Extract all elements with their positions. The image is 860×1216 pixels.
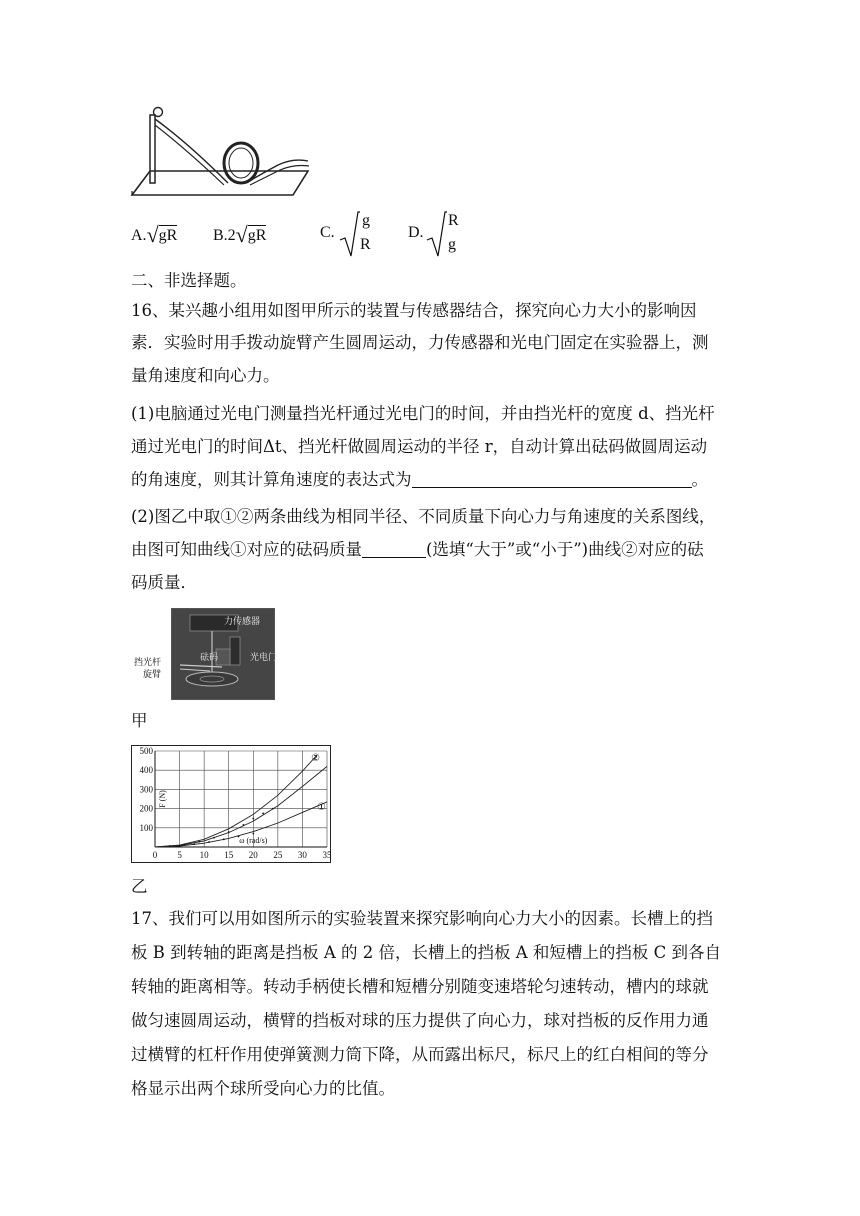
q17-line-5: 过横臂的杠杆作用使弹簧测力筒下降，从而露出标尺，标尺上的红白相间的等分	[131, 1045, 709, 1064]
sqrt-icon: √	[146, 222, 159, 247]
y-axis-label: F (N)	[158, 790, 167, 808]
data-point	[184, 844, 186, 846]
x-tick-label: 10	[199, 850, 209, 860]
data-point	[243, 824, 245, 826]
figure-label-yi: 乙	[131, 877, 148, 896]
choice-d-label: D.	[408, 224, 424, 241]
q17-line-4: 做匀速圆周运动，横臂的挡板对球的压力提供了向心力，球对挡板的反作用力通	[131, 1011, 709, 1030]
x-tick-label: 35	[322, 850, 331, 860]
choice-a-label: A.	[131, 227, 147, 244]
label-arm: 旋臂	[143, 670, 162, 680]
choice-b	[213, 222, 266, 258]
q16-line-9: 码质量．	[131, 573, 197, 592]
series-label: ②	[311, 752, 321, 764]
q16-line-1: 16、某兴趣小组用如图甲所示的装置与传感器结合，探究向心力大小的影响因	[131, 301, 697, 320]
q16-line-6	[131, 469, 708, 491]
q17-line-1: 17、我们可以用如图所示的实验装置来探究影响向心力大小的因素。长槽上的挡	[131, 909, 713, 928]
q16-line-7: (2)图乙中取①②两条曲线为相同半径、不同质量下向心力与角速度的关系图线，	[131, 507, 716, 526]
section-heading: 二、非选择题。	[131, 271, 247, 290]
q17-line-6: 格显示出两个球所受向心力的比值。	[131, 1079, 395, 1098]
data-point	[169, 845, 171, 847]
sqrt-icon	[338, 210, 360, 258]
q16-line-2: 素．实验时用手拨动旋臂产生圆周运动，力传感器和光电门固定在实验器上，测	[131, 333, 709, 352]
choice-a	[131, 222, 177, 258]
choice-c-denominator: R	[360, 236, 371, 253]
label-photogate: 光电门	[250, 653, 278, 663]
y-tick-label: 300	[139, 784, 153, 795]
q16-line-3: 量角速度和向心力。	[131, 366, 280, 385]
label-force-sensor: 力传感器	[224, 617, 261, 627]
x-tick-label: 20	[248, 850, 258, 860]
data-point	[179, 845, 181, 847]
y-tick-label: 200	[139, 803, 153, 814]
choice-b-label: B.2	[213, 227, 236, 244]
x-tick-label: 25	[273, 850, 283, 860]
q16-line-8-text: 由图可知曲线①对应的砝码质量	[131, 540, 362, 559]
x-tick-label: 30	[297, 850, 307, 860]
q17-line-3: 转轴的距离相等。转动手柄使长槽和短槽分别随变速塔轮匀速转动，槽内的球就	[131, 977, 709, 996]
choice-d-numerator: R	[448, 212, 459, 229]
sqrt-icon	[425, 210, 447, 258]
data-point	[262, 813, 264, 815]
q16-line-8-end: (选填“大于”或“小于”)曲线②对应的砝	[426, 540, 704, 559]
data-point	[208, 841, 210, 843]
label-weight: 砝码	[200, 653, 219, 663]
answer-blank-2[interactable]	[362, 541, 426, 558]
y-tick-label: 400	[139, 765, 153, 776]
data-point	[252, 833, 254, 835]
figure-label-jia: 甲	[131, 711, 148, 730]
q16-line-8	[131, 539, 704, 561]
q16-line-6-end: 。	[691, 470, 708, 489]
data-point	[198, 841, 200, 843]
choice-a-radicand: gR	[158, 227, 178, 244]
choice-b-radicand: gR	[247, 227, 267, 244]
data-point	[252, 818, 254, 820]
sqrt-icon: √	[235, 222, 248, 247]
series-label: ①	[317, 801, 326, 813]
data-point	[193, 843, 195, 845]
label-rod: 挡光杆	[134, 658, 162, 668]
x-tick-label: 15	[224, 850, 234, 860]
choice-c-label: C.	[320, 224, 335, 241]
answer-blank-1[interactable]	[412, 471, 692, 488]
choice-d-denominator: g	[448, 236, 456, 253]
y-tick-label: 100	[139, 822, 153, 833]
x-tick-label: 5	[177, 850, 182, 860]
loop-track-figure	[128, 103, 313, 198]
data-point	[228, 831, 230, 833]
data-point	[223, 838, 225, 840]
data-point	[272, 808, 274, 810]
force-omega-chart	[131, 745, 331, 863]
choice-c-numerator: g	[362, 212, 370, 229]
x-tick-label: 0	[152, 850, 158, 860]
q16-line-6-text: 的角速度，则其计算角速度的表达式为	[131, 470, 412, 489]
q16-line-5: 通过光电门的时间Δt、挡光杆做圆周运动的半径 r，自动计算出砝码做圆周运动	[131, 437, 708, 456]
x-axis-label: ω (rad/s)	[239, 836, 268, 846]
y-tick-label: 500	[139, 746, 153, 756]
q17-line-2: 板 B 到转轴的距离是挡板 A 的 2 倍，长槽上的挡板 A 和短槽上的挡板 C 到各自	[131, 943, 722, 962]
data-point	[213, 837, 215, 839]
q16-line-4: (1)电脑通过光电门测量挡光杆通过光电门的时间，并由挡光杆的宽度 d、挡光杆	[131, 404, 715, 423]
